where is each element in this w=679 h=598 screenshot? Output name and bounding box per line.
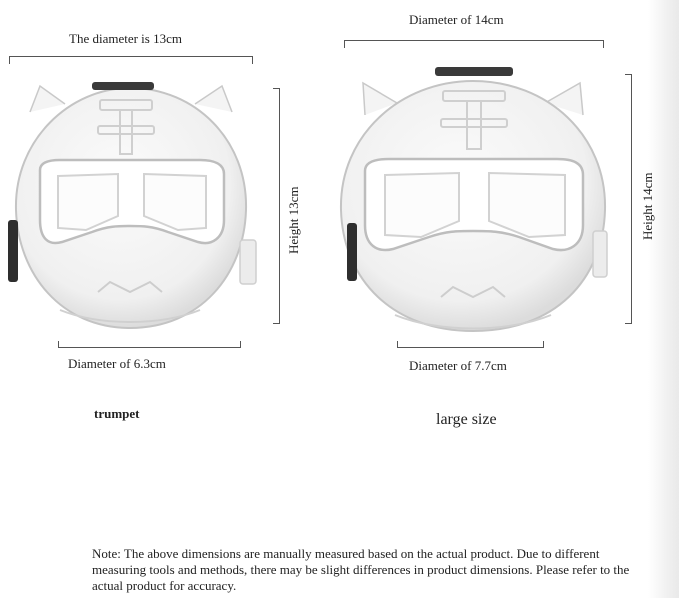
- large-bottom-diameter-label: Diameter of 7.7cm: [409, 358, 507, 373]
- small-top-diameter-label: The diameter is 13cm: [69, 31, 182, 46]
- large-size-caption: large size: [436, 411, 497, 428]
- large-top-diameter-label: Diameter of 14cm: [409, 12, 504, 27]
- measurement-note: Note: The above dimensions are manually measured based on the actual product. Due to different measuring tools and methods, there may be slight differences in product dimensions. Please refer to the actual product for accuracy.: [92, 546, 630, 593]
- small-size-caption: trumpet: [94, 406, 140, 421]
- small-mask-image: [0, 70, 280, 340]
- small-height-label: Height 13cm: [286, 186, 301, 254]
- large-height-label: Height 14cm: [640, 172, 655, 240]
- small-bottom-diameter-label: Diameter of 6.3cm: [68, 356, 166, 371]
- large-mask-image: [335, 55, 615, 340]
- page-edge-shadow: [648, 0, 679, 598]
